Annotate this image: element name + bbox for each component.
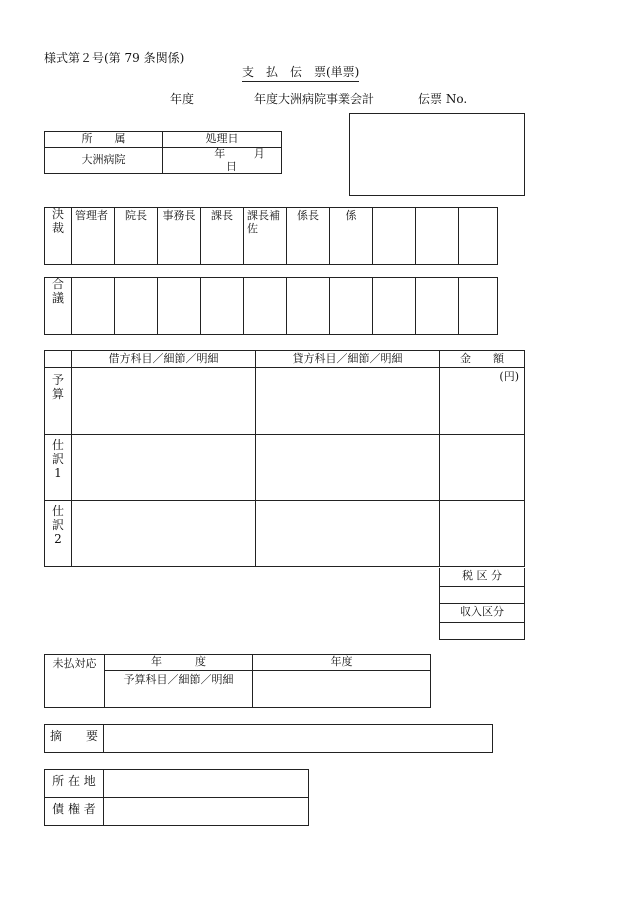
- amount-header: 金 額: [440, 351, 525, 368]
- entry2-row-label: [45, 501, 72, 567]
- fiscal-year-label: 年度: [170, 92, 195, 106]
- consultation-cell[interactable]: [244, 278, 287, 335]
- entry2-credit-field[interactable]: [256, 501, 440, 567]
- budget-amount-field[interactable]: [440, 368, 525, 435]
- budget-debit-field[interactable]: [72, 368, 256, 435]
- budget-row-label: [45, 368, 72, 435]
- approval-table: [44, 207, 498, 265]
- dept-value: 大洲病院: [45, 148, 163, 174]
- creditor-field[interactable]: [104, 798, 309, 826]
- role-label: 管理者: [75, 209, 108, 222]
- summary-table: [44, 724, 493, 753]
- unpaid-table: [44, 654, 431, 708]
- approval-cell-blank[interactable]: [416, 208, 459, 265]
- row-char: 訳: [51, 517, 64, 532]
- consultation-cell[interactable]: [72, 278, 115, 335]
- row-char: 訳: [51, 451, 64, 466]
- consultation-cell[interactable]: [158, 278, 201, 335]
- role-label: 課長補佐: [247, 209, 280, 235]
- tax-class-label: 税 区 分: [440, 568, 525, 586]
- role-label: 課長: [211, 209, 233, 222]
- entry1-credit-field[interactable]: [256, 435, 440, 501]
- role-label: 係: [345, 209, 357, 222]
- consultation-cell[interactable]: [459, 278, 498, 335]
- row-char: 仕: [51, 438, 64, 452]
- processing-date-field[interactable]: [163, 148, 282, 174]
- row-char: 算: [51, 386, 64, 401]
- consultation-cell[interactable]: [373, 278, 416, 335]
- date-month-label: 月: [253, 147, 265, 160]
- tax-class-field[interactable]: [440, 586, 525, 603]
- unpaid-label: 未払対応: [45, 655, 105, 708]
- approval-cell-staff[interactable]: [330, 208, 373, 265]
- role-label: 院長: [125, 209, 147, 222]
- journal-table: [44, 350, 525, 567]
- row-char: 2: [54, 531, 62, 546]
- consultation-cell[interactable]: [330, 278, 373, 335]
- account-name: 年度大洲病院事業会計: [254, 92, 375, 106]
- row-char: 予: [51, 373, 64, 387]
- income-class-field[interactable]: [440, 622, 525, 639]
- approval-cell-blank[interactable]: [459, 208, 498, 265]
- unpaid-year-value: 年度: [253, 655, 431, 671]
- approval-cell-assistant-chief[interactable]: [244, 208, 287, 265]
- row-char: 1: [54, 465, 62, 480]
- approval-cell-section-chief[interactable]: [201, 208, 244, 265]
- consultation-label-top: 合: [51, 277, 64, 291]
- journal-corner-cell: [45, 351, 72, 368]
- slip-number-label: 伝票 No.: [418, 92, 468, 106]
- creditor-label: 債 権 者: [45, 798, 104, 826]
- tax-table: [439, 568, 525, 640]
- approval-cell-blank[interactable]: [373, 208, 416, 265]
- entry1-amount-field[interactable]: [440, 435, 525, 501]
- entry2-debit-field[interactable]: [72, 501, 256, 567]
- yen-unit-label: (円): [499, 370, 519, 383]
- consultation-cell[interactable]: [416, 278, 459, 335]
- approval-label-cell: [45, 208, 72, 265]
- approval-label-top: 決: [51, 207, 64, 221]
- form-number: 様式第２号(第 79 条関係): [44, 51, 185, 65]
- creditor-table: [44, 769, 309, 826]
- approval-cell-admin-chief[interactable]: [158, 208, 201, 265]
- processing-date-header: 処理日: [163, 132, 282, 148]
- summary-label: 摘 要: [45, 725, 104, 753]
- stamp-box[interactable]: [349, 113, 525, 196]
- budget-credit-field[interactable]: [256, 368, 440, 435]
- unpaid-subject-field[interactable]: [253, 671, 431, 708]
- debit-header: 借方科目／細節／明細: [72, 351, 256, 368]
- credit-header: 貸方科目／細節／明細: [256, 351, 440, 368]
- approval-cell-director[interactable]: [115, 208, 158, 265]
- consultation-cell[interactable]: [287, 278, 330, 335]
- affiliation-table: [44, 131, 282, 174]
- consultation-cell[interactable]: [115, 278, 158, 335]
- page-title: 支 払 伝 票(単票): [242, 66, 359, 82]
- consultation-table: [44, 277, 498, 335]
- row-char: 仕: [51, 504, 64, 518]
- approval-cell-manager[interactable]: [72, 208, 115, 265]
- consultation-label-bottom: 議: [51, 290, 64, 305]
- consultation-cell[interactable]: [201, 278, 244, 335]
- summary-field[interactable]: [104, 725, 493, 753]
- income-class-label: 収入区分: [440, 603, 525, 622]
- approval-label-bottom: 裁: [51, 220, 64, 235]
- entry1-row-label: [45, 435, 72, 501]
- consultation-label-cell: [45, 278, 72, 335]
- address-label: 所 在 地: [45, 770, 104, 798]
- role-label: 事務長: [162, 209, 196, 222]
- unpaid-year-label: 年 度: [105, 655, 253, 671]
- unpaid-subject-label: 予算科目／細節／明細: [105, 671, 253, 708]
- approval-cell-subsection-chief[interactable]: [287, 208, 330, 265]
- date-year-label: 年: [214, 147, 226, 160]
- date-day-label: 日: [226, 159, 237, 173]
- dept-header: 所 属: [45, 132, 163, 148]
- entry1-debit-field[interactable]: [72, 435, 256, 501]
- role-label: 係長: [297, 209, 319, 222]
- entry2-amount-field[interactable]: [440, 501, 525, 567]
- address-field[interactable]: [104, 770, 309, 798]
